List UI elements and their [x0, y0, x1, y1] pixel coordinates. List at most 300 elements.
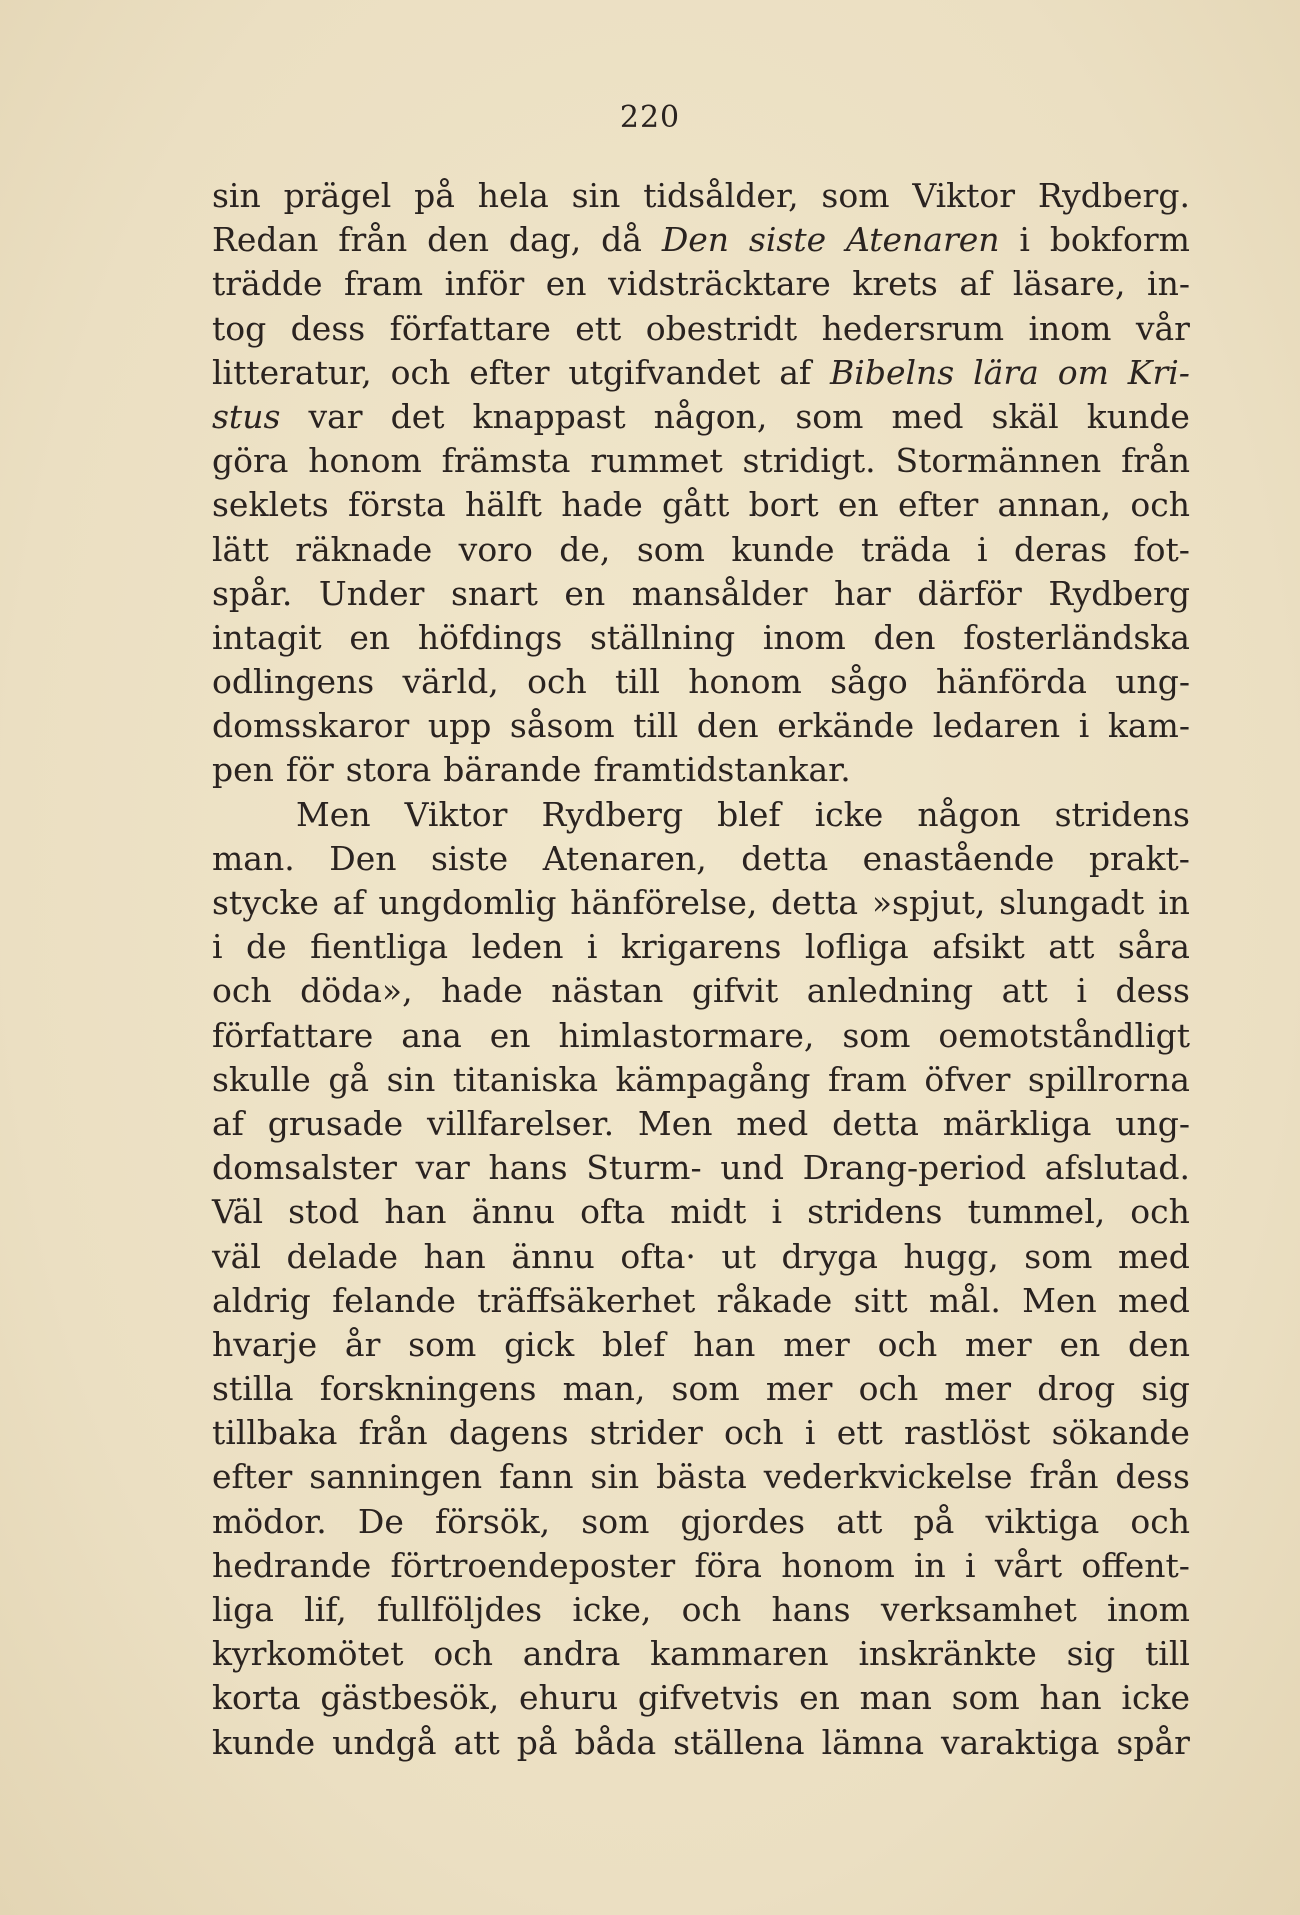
word: andra — [522, 1634, 621, 1674]
word: en — [799, 1678, 840, 1718]
word: Stormännen — [895, 441, 1102, 481]
word: därför — [917, 573, 1022, 613]
word: till — [1145, 1634, 1190, 1674]
word: stridigt. — [742, 441, 876, 481]
word: mansålder — [631, 573, 808, 613]
word: ställena — [673, 1722, 805, 1762]
word: de, — [559, 529, 611, 569]
word: viktiga — [985, 1501, 1100, 1541]
word: Den — [661, 220, 730, 260]
word: upp — [427, 706, 492, 746]
word: göra — [212, 441, 289, 481]
word: för — [285, 750, 334, 790]
word: en — [837, 485, 879, 525]
text-line — [212, 1102, 1190, 1146]
word: till — [615, 662, 660, 702]
text-line — [212, 1588, 1190, 1632]
word: snart — [450, 573, 538, 613]
word: ofta· — [620, 1236, 696, 1276]
word: vidsträcktare — [608, 264, 831, 304]
word: Rydberg — [541, 794, 684, 834]
word: bästa — [656, 1457, 747, 1497]
word: Atenaren — [846, 220, 1000, 260]
word: och — [877, 1324, 938, 1364]
word: dagens — [448, 1413, 569, 1453]
word: i — [1019, 220, 1030, 260]
text-line — [212, 837, 1190, 881]
word: detta — [832, 1103, 919, 1143]
word: man. — [212, 838, 295, 878]
word: inom — [1106, 1590, 1190, 1629]
word: dess — [1115, 1457, 1190, 1497]
word: blef — [602, 1324, 666, 1364]
word: och — [858, 1369, 919, 1409]
word: författare — [389, 308, 551, 348]
word: man — [859, 1678, 932, 1718]
word: odlingens — [212, 662, 375, 702]
word: lofliga — [804, 927, 909, 967]
word: Men — [637, 1103, 713, 1143]
word: icke — [814, 794, 884, 834]
word: som — [821, 176, 890, 215]
word: sin — [386, 1059, 436, 1099]
word: vår — [1135, 308, 1190, 348]
word: afsikt — [932, 927, 1025, 967]
word: bokform — [1049, 220, 1190, 260]
word: som — [951, 1678, 1020, 1718]
word: sågo — [830, 662, 908, 702]
word: höfdings — [417, 617, 563, 657]
word: Kri- — [1127, 352, 1190, 392]
word: mödor. — [212, 1501, 327, 1541]
word: tillbaka — [212, 1413, 338, 1453]
text-line — [212, 572, 1190, 616]
word: fientliga — [310, 927, 449, 967]
word: erkände — [777, 706, 915, 746]
word: midt — [670, 1192, 747, 1232]
word: prägel — [283, 176, 392, 215]
word: inför — [444, 264, 525, 304]
word: Atenaren, — [542, 838, 707, 878]
word: korta — [212, 1678, 301, 1718]
text-line — [212, 969, 1190, 1013]
word: honom — [781, 1545, 895, 1585]
word: rummet — [590, 441, 723, 481]
word: bärande — [443, 750, 582, 790]
word: nästan — [551, 971, 664, 1011]
word: var — [308, 396, 363, 436]
word: i — [976, 529, 988, 569]
text-line — [212, 881, 1190, 925]
word: föra — [694, 1545, 762, 1585]
word: hänförelse, — [570, 883, 758, 922]
word: ungdomlig — [378, 883, 557, 922]
text-line — [212, 218, 1190, 262]
text-line — [212, 1632, 1190, 1676]
word: ehuru — [519, 1678, 619, 1718]
word: vederkvickelse — [763, 1457, 1013, 1497]
word: mer — [944, 1369, 1012, 1409]
word: han — [1039, 1678, 1102, 1718]
word: krigarens — [620, 927, 782, 967]
word: som — [408, 1324, 477, 1364]
word: sitt — [853, 1280, 908, 1320]
text-line — [212, 616, 1190, 660]
word: Den — [329, 838, 397, 878]
word: i — [212, 927, 223, 967]
text-line — [212, 1367, 1190, 1411]
word: fosterländska — [963, 617, 1190, 657]
word: var — [415, 1148, 470, 1188]
word: räknade — [295, 529, 433, 569]
word: såra — [1117, 927, 1190, 967]
word: författare — [212, 1015, 374, 1055]
text-line — [212, 1014, 1190, 1058]
word: domsalster — [212, 1148, 397, 1188]
word: Redan — [212, 220, 319, 260]
word: då — [601, 220, 642, 260]
word: strider — [589, 1413, 703, 1453]
word: en — [545, 264, 587, 304]
word: ställning — [589, 617, 736, 657]
word: döda», — [300, 971, 413, 1011]
word: af — [779, 352, 812, 392]
word: försök, — [435, 1501, 551, 1541]
word: från — [358, 1413, 428, 1453]
word: mer — [783, 1324, 850, 1364]
word: med — [1117, 1236, 1190, 1276]
word: han — [423, 1236, 486, 1276]
word: ung- — [1115, 662, 1190, 702]
word: in — [913, 1545, 946, 1585]
word: icke, — [572, 1590, 652, 1629]
word: med — [1117, 1280, 1190, 1320]
word: värld, — [402, 662, 499, 702]
word: dag, — [508, 220, 582, 260]
word: inom — [762, 617, 846, 657]
word: att — [836, 1501, 883, 1541]
word: skulle — [212, 1059, 311, 1099]
word: läsare, — [1012, 264, 1126, 304]
word: mål. — [928, 1280, 1001, 1320]
word: gifvit — [691, 971, 779, 1011]
text-line — [212, 704, 1190, 748]
word: hans — [771, 1590, 851, 1629]
text-line — [212, 262, 1190, 306]
word: inskränkte — [858, 1634, 1037, 1674]
word: hedrande — [212, 1545, 372, 1585]
word: en — [564, 573, 606, 613]
word: som — [795, 396, 864, 436]
word: tidsålder, — [643, 176, 799, 215]
word: förtroendeposter — [390, 1545, 676, 1585]
word: hedersrum — [821, 308, 1005, 348]
word: Rydberg — [1048, 573, 1190, 613]
word: en — [349, 617, 391, 657]
word: afslutad. — [1044, 1148, 1190, 1188]
word: stridens — [1054, 794, 1190, 834]
word: fram — [827, 1059, 907, 1099]
word: och — [390, 352, 451, 392]
word: kammaren — [650, 1634, 829, 1674]
word: gjordes — [680, 1501, 806, 1541]
word: annan, — [997, 485, 1112, 525]
word: intagit — [212, 617, 322, 657]
word: sin — [571, 176, 621, 215]
text-line — [212, 793, 1190, 837]
word: som — [636, 529, 705, 569]
word: Sturm- — [586, 1148, 702, 1188]
word: lätt — [212, 529, 269, 569]
word: detta — [741, 838, 829, 878]
word: hälft — [464, 485, 542, 525]
word: leden — [471, 927, 564, 967]
word: att — [453, 1722, 500, 1762]
word: und — [720, 1148, 784, 1188]
word: Viktor — [912, 176, 1016, 215]
word: sig — [1066, 1634, 1116, 1674]
word: drog — [1037, 1369, 1116, 1409]
word: de — [245, 927, 287, 967]
word: prakt- — [1088, 838, 1190, 878]
text-line — [212, 748, 1190, 792]
word: vårt — [994, 1545, 1063, 1585]
word: gästbesök, — [320, 1678, 500, 1718]
word: voro — [458, 529, 533, 569]
word: liga — [212, 1590, 274, 1629]
word: stilla — [212, 1369, 294, 1409]
word: stus — [212, 396, 281, 436]
word: anledning — [806, 971, 974, 1011]
word: spår. — [212, 573, 293, 613]
word: någon — [917, 794, 1021, 834]
text-line — [212, 1455, 1190, 1499]
word: grusade — [267, 1103, 404, 1143]
word: som — [581, 1501, 650, 1541]
word: från — [1121, 441, 1190, 481]
word: stod — [288, 1192, 360, 1232]
word: ung- — [1115, 1103, 1190, 1143]
word: att — [1001, 971, 1048, 1011]
word: gifvetvis — [637, 1678, 780, 1718]
word: hans — [488, 1148, 568, 1188]
word: en — [489, 1015, 531, 1055]
word: gick — [504, 1324, 575, 1364]
word: sin — [212, 176, 261, 215]
word: stora — [345, 750, 432, 790]
word: på — [414, 176, 455, 215]
word: i — [1076, 971, 1087, 1011]
word: han — [693, 1324, 756, 1364]
text-line — [212, 1544, 1190, 1588]
text-line — [212, 1146, 1190, 1190]
word: af — [332, 883, 365, 922]
word: och — [527, 662, 587, 702]
word: kunde — [212, 1722, 316, 1762]
word: inom — [1028, 308, 1112, 348]
word: kunde — [1086, 396, 1190, 436]
word: tog — [212, 308, 267, 348]
word: fot- — [1133, 529, 1190, 569]
word: tummel, — [967, 1192, 1106, 1232]
word: blef — [717, 794, 781, 834]
word: år — [344, 1324, 381, 1364]
word: i — [586, 927, 598, 967]
word: den — [696, 706, 759, 746]
word: »spjut, — [871, 883, 986, 922]
word: oemotståndligt — [938, 1015, 1190, 1055]
text-line — [212, 1721, 1190, 1765]
word: lära — [973, 352, 1039, 392]
word: Viktor — [404, 794, 508, 834]
word: och — [212, 971, 272, 1011]
word: Drang-period — [802, 1148, 1027, 1188]
word: felande — [332, 1280, 456, 1320]
word: dess — [1115, 971, 1190, 1011]
page-number: 220 — [619, 100, 681, 135]
word: delade — [286, 1236, 398, 1276]
word: mer — [765, 1369, 833, 1409]
word: fullföljdes — [377, 1590, 543, 1629]
word: honom — [688, 662, 802, 702]
word: träffsäkerhet — [477, 1280, 696, 1320]
word: ett — [575, 308, 622, 348]
word: som — [842, 1015, 911, 1055]
word: kam- — [1107, 706, 1190, 746]
word: Väl — [212, 1192, 264, 1232]
text-line — [212, 1676, 1190, 1720]
word: enastående — [862, 838, 1055, 878]
text-line — [212, 395, 1190, 439]
word: fram — [344, 264, 424, 304]
text-line — [212, 1058, 1190, 1102]
word: främsta — [441, 441, 571, 481]
word: i — [965, 1545, 976, 1585]
text-line — [212, 439, 1190, 483]
word: trädde — [212, 264, 323, 304]
word: har — [834, 573, 891, 613]
word: sin — [590, 1457, 640, 1497]
word: båda — [574, 1722, 657, 1762]
word: ett — [836, 1413, 883, 1453]
word: aldrig — [212, 1280, 311, 1320]
word: på — [913, 1501, 955, 1541]
word: bort — [748, 485, 819, 525]
word: ut — [721, 1236, 756, 1276]
word: varaktiga — [941, 1722, 1100, 1762]
word: sökande — [1051, 1413, 1190, 1453]
word: väl — [212, 1236, 261, 1276]
word: första — [348, 485, 446, 525]
word: i — [804, 1413, 816, 1453]
word: hugg, — [903, 1236, 999, 1276]
word: hade — [561, 485, 643, 525]
word: icke — [1121, 1678, 1190, 1718]
word: och — [1130, 1192, 1190, 1232]
word: siste — [748, 220, 827, 260]
word: utgifvandet — [568, 352, 761, 392]
word: deras — [1013, 529, 1108, 569]
word: kämpagång — [615, 1059, 811, 1099]
word: att — [1048, 927, 1095, 967]
word: af — [959, 264, 992, 304]
word: ofta — [580, 1192, 646, 1232]
text-line — [212, 307, 1190, 351]
body-text — [212, 174, 1190, 1765]
word: den — [1128, 1324, 1190, 1364]
word: af — [212, 1103, 244, 1143]
word: litteratur, — [212, 352, 372, 392]
text-line — [212, 351, 1190, 395]
word: och — [681, 1590, 742, 1629]
text-line — [212, 1279, 1190, 1323]
word: knappast — [472, 396, 626, 436]
word: man, — [562, 1369, 646, 1409]
word: efter — [212, 1457, 293, 1497]
word: Men — [296, 794, 371, 834]
word: himlastormare, — [558, 1015, 815, 1055]
word: sanningen — [309, 1457, 483, 1497]
text-line — [212, 1323, 1190, 1367]
text-line — [212, 174, 1190, 218]
word: märkliga — [942, 1103, 1092, 1143]
word: Bibelns — [830, 352, 955, 392]
word: fann — [499, 1457, 574, 1497]
word: De — [357, 1501, 404, 1541]
word: pen — [212, 750, 274, 790]
word: slungadt — [999, 883, 1145, 922]
word: hela — [477, 176, 549, 215]
word: och — [1130, 485, 1190, 525]
word: framtidstankar. — [593, 750, 851, 790]
word: till — [633, 706, 679, 746]
word: om — [1057, 352, 1109, 392]
text-line — [212, 1235, 1190, 1279]
word: dess — [290, 308, 366, 348]
word: detta — [771, 883, 859, 922]
word: hade — [441, 971, 523, 1011]
word: mer — [965, 1324, 1032, 1364]
text-line — [212, 1190, 1190, 1234]
word: som — [1024, 1236, 1093, 1276]
word: råkade — [716, 1280, 833, 1320]
word: spillrorna — [1027, 1059, 1190, 1099]
word: hänförda — [936, 662, 1087, 702]
word: den — [427, 220, 489, 260]
word: någon, — [653, 396, 768, 436]
text-line — [212, 483, 1190, 527]
word: och — [724, 1413, 784, 1453]
word: villfarelser. — [426, 1103, 615, 1143]
word: på — [516, 1722, 558, 1762]
word: lämna — [821, 1722, 925, 1762]
word: såsom — [509, 706, 615, 746]
word: kyrkomötet — [212, 1634, 404, 1674]
word: ännu — [511, 1236, 595, 1276]
word: titaniska — [452, 1059, 599, 1099]
word: spår — [1116, 1722, 1190, 1762]
word: seklets — [212, 485, 329, 525]
word: öfver — [924, 1059, 1011, 1099]
word: han — [384, 1192, 447, 1232]
word: hvarje — [212, 1324, 318, 1364]
text-line — [212, 528, 1190, 572]
word: in- — [1147, 264, 1190, 304]
word: in — [1158, 883, 1190, 922]
word: i — [771, 1192, 783, 1232]
word: lif, — [304, 1590, 347, 1629]
word: från — [338, 220, 408, 260]
